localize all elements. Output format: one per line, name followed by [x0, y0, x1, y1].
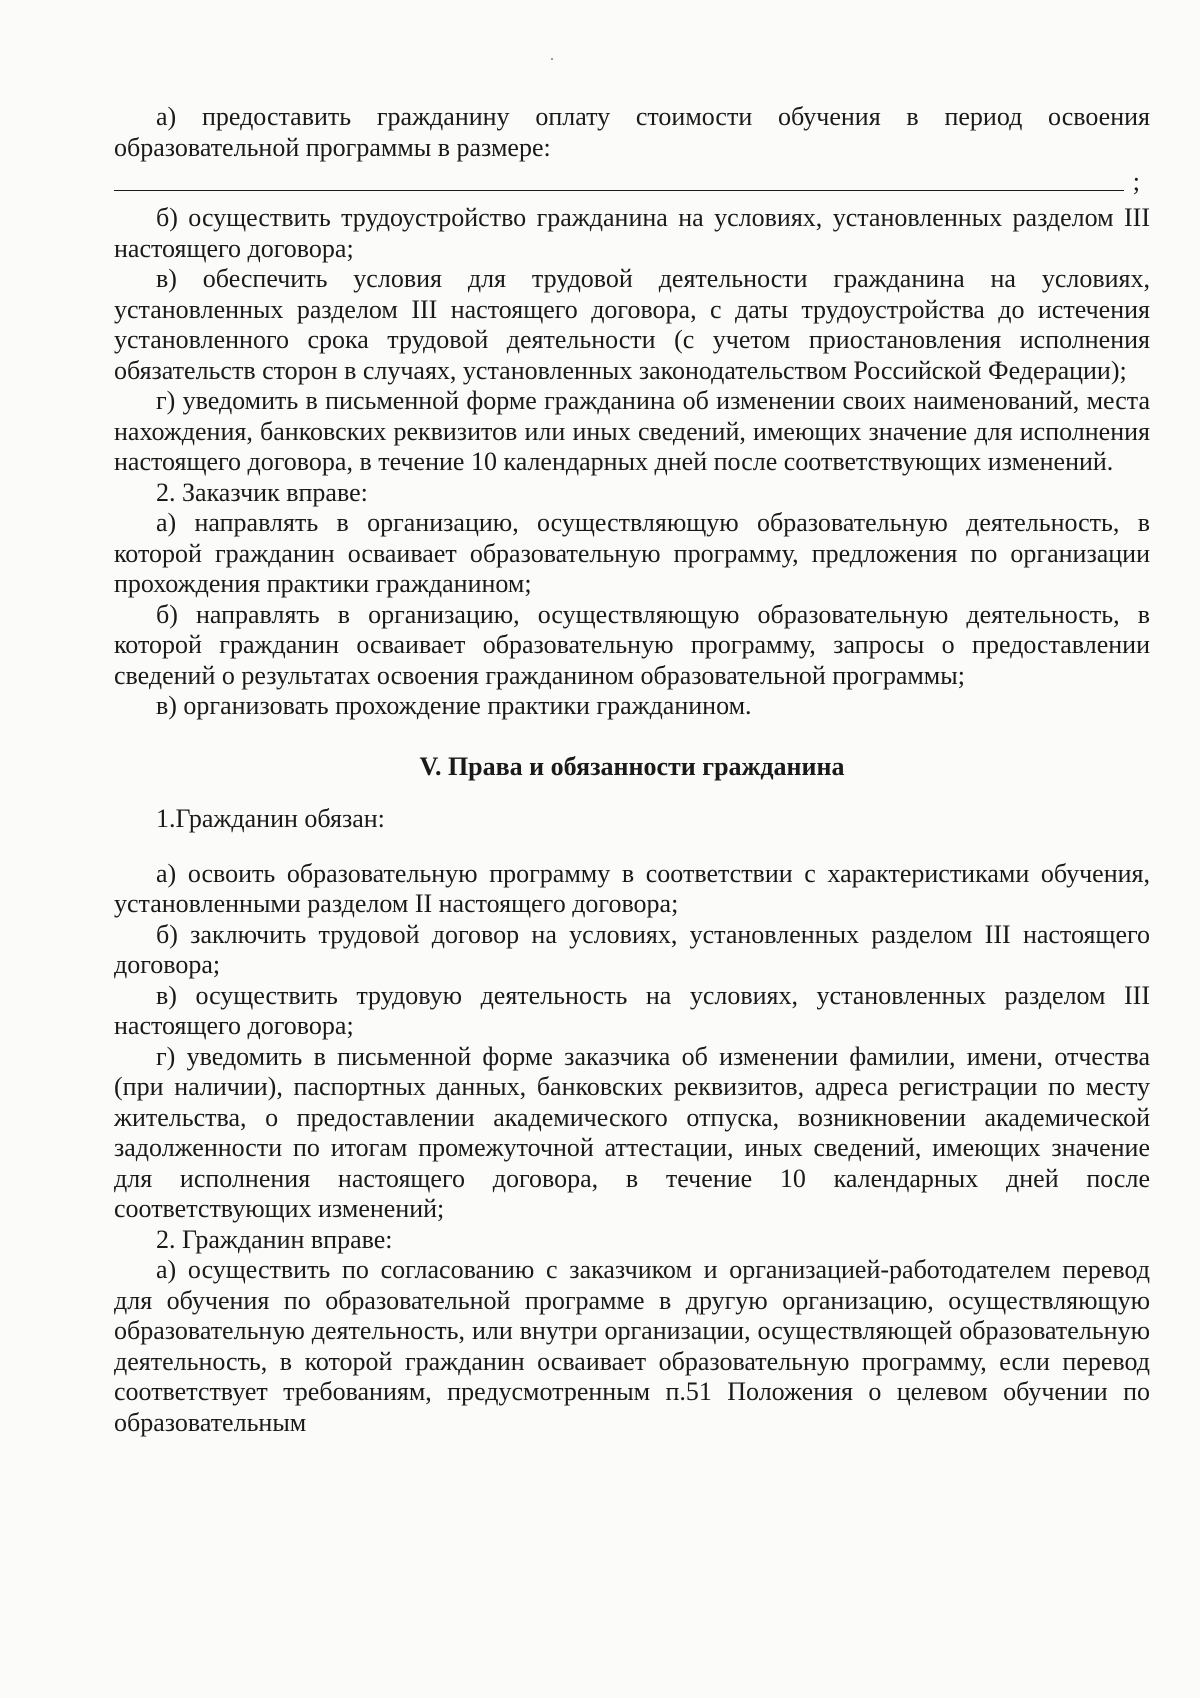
paragraph-customer-right-v: в) организовать прохождение практики гражданином. — [156, 691, 752, 720]
paragraph-customer-obligation-g: г) уведомить в письменной форме гражданина об изменении своих наименований, места нахождения, банковских реквизитов или иных сведений, имеющих значение для исполнения настоящего договора, в течение 10 календарных дней после соответствующих изменений. — [114, 386, 1150, 476]
section-title: V. Права и обязанности гражданина — [419, 751, 845, 781]
citizen-obligations-heading: 1.Гражданин обязан: — [156, 804, 385, 833]
paragraph-customer-obligation-b: б) осуществить трудоустройство гражданина на условиях, установленных разделом III настоящего договора; — [114, 203, 1150, 263]
paragraph-customer-obligation-v: в) обеспечить условия для трудовой деятельности гражданина на условиях, установленных разделом III настоящего договора, с даты трудоустройства до истечения установленного срока трудовой деятельности (с учетом приостановления исполнения обязательств сторон в случаях, установленных законодательством Российской Федерации); — [114, 264, 1150, 385]
paragraph-citizen-obligation-g: г) уведомить в письменной форме заказчика об изменении фамилии, имени, отчества (при наличии), паспортных данных, банковских реквизитов, адреса регистрации по месту жительства, о предоставлении академического отпуска, возникновении академической задолженности по итогам промежуточной аттестации, иных сведений, имеющих значение для исполнения настоящего договора, в течение 10 календарных дней после соответствующих изменений; — [114, 1041, 1150, 1223]
customer-rights-heading: 2. Заказчик вправе: — [156, 477, 368, 507]
spacer — [114, 835, 1150, 859]
paragraph-customer-right-a: а) направлять в организацию, осуществляющую образовательную деятельность, в которой гражданин осваивает образовательную программу, предложения по организации прохождения практики гражданином; — [114, 508, 1150, 598]
citizen-rights-heading: 2. Гражданин вправе: — [156, 1224, 393, 1254]
paragraph-customer-right-b: б) направлять в организацию, осуществляющую образовательную деятельность, в которой гражданин осваивает образовательную программу, запросы о предоставлении сведений о результатах освоения гражданином образовательной программы; — [114, 599, 1150, 690]
paragraph-citizen-obligation-a: а) освоить образовательную программу в соответствии с характеристиками обучения, установленными разделом II настоящего договора; — [114, 858, 1150, 918]
fill-in-blank — [114, 163, 1140, 203]
paragraph-citizen-right-a: а) осуществить по согласованию с заказчиком и организацией-работодателем перевод для обучения по образовательной программе в другую организацию, осуществляющую образовательную деятельность, или внутри организации, осуществляющей образовательную деятельность, в которой гражданин осваивает образовательную программу, если перевод соответствует требованиям, предусмотренным п.51 Положения о целевом обучении по образовательным — [114, 1255, 1150, 1437]
scan-speck — [551, 58, 553, 60]
paragraph-citizen-obligation-b: б) заключить трудовой договор на условиях, установленных разделом III настоящего договора; — [114, 919, 1150, 979]
paragraph-citizen-obligation-v: в) осуществить трудовую деятельность на условиях, установленных разделом III настоящего договора; — [114, 980, 1150, 1040]
blank-semicolon: ; — [1132, 167, 1140, 196]
document-body — [114, 102, 1150, 1438]
blank-line — [114, 190, 1124, 191]
paragraph-customer-obligation-a: а) предоставить гражданину оплату стоимости обучения в период освоения образовательной программы в размере: — [114, 102, 1150, 162]
